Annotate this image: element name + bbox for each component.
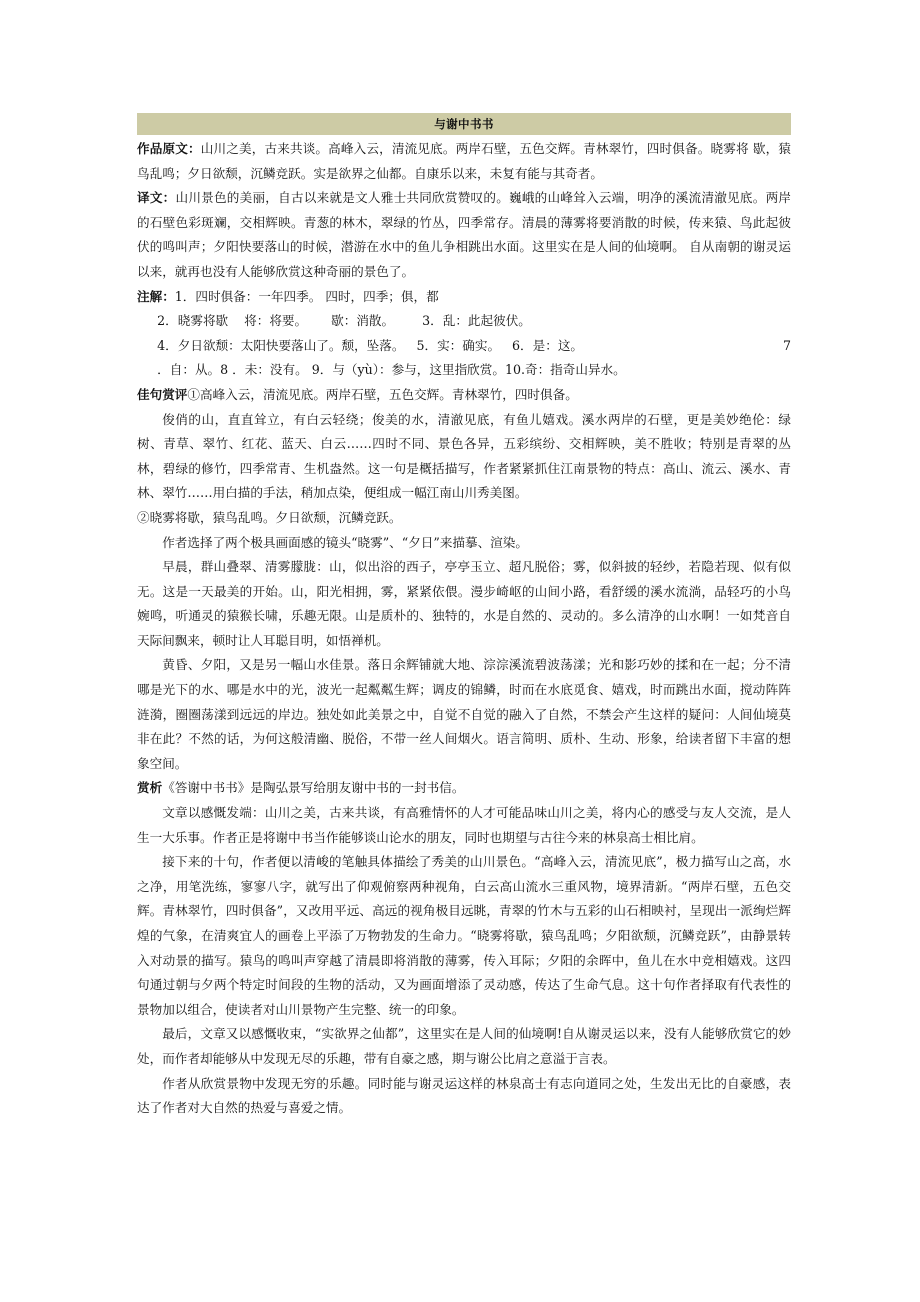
section-appreciation-heading	[137, 383, 791, 408]
section-appreciation-body-1: 俊俏的山，直直耸立，有白云轻绕；俊美的水，清澈见底，有鱼儿嬉戏。溪水两岸的石壁，更是美妙绝伦：绿树、青草、翠竹、红花、蓝天、白云……四时不同、景色各异，五彩缤纷、交相辉映，美不胜收；特别是青翠的丛林，碧绿的修竹，四季常青、生机盎然。这一句是概括描写，作者紧紧抓住江南景物的特点：高山、流云、溪水、青林、翠竹……用白描的手法，稍加点染，便组成一幅江南山川秀美图。	[137, 411, 791, 501]
section-notes-line-1	[137, 285, 791, 310]
section-appreciation-label: 佳句赏评	[137, 386, 188, 402]
section-translation-label: 译文：	[137, 190, 176, 206]
section-notes-line-3-wrapper	[137, 334, 791, 359]
section-notes-line-3	[137, 334, 791, 359]
section-appreciation-body-2c: 黄昏、夕阳，又是另一幅山水佳景。落日余辉铺就大地、淙淙溪流碧波荡漾；光和影巧妙的揉和在一起；分不清哪是光下的水、哪是水中的光，波光一起粼粼生辉；调皮的锦鳞，时而在水底觅食、嬉戏，时而跳出水面，搅动阵阵涟漪，圈圈荡漾到远远的岸边。独处如此美景之中，自觉不自觉的融入了自然，不禁会产生这样的疑问：人间仙境莫非在此？不然的话，为何这般清幽、脱俗，不带一丝人间烟火。语言简明、质朴、生动、形象，给读者留下丰富的想象空间。	[137, 657, 791, 771]
section-original-text: 山川之美，古来共谈。高峰入云，清流见底。两岸石壁，五色交辉。青林翠竹，四时俱备。晓雾将 歇，猿鸟乱鸣；夕日欲颓，沉鳞竞跃。实是欲界之仙都。自康乐以来，未复有能与其奇者。	[137, 141, 791, 181]
section-original	[137, 137, 791, 186]
section-analysis-para-2: 接下来的十句，作者便以清峻的笔触具体描绘了秀美的山川景色。“高峰入云，清流见底”，极力描写山之高，水之净，用笔洗练，寥寥八字，就写出了仰观俯察两种视角，白云高山流水三重风物，境界清新。“两岸石壁，五色交辉。青林翠竹，四时俱备”，又改用平远、高远的视角极目远眺，青翠的竹木与五彩的山石相映衬，呈现出一派绚烂辉煌的气象，在清爽宜人的画卷上平添了万物勃发的生命力。“晓雾将歇，猿鸟乱鸣；夕阳欲颓，沉鳞竞跃”，由静景转入对动景的描写。猿鸟的鸣叫声穿越了清晨即将消散的薄雾，传入耳际；夕阳的余晖中，鱼儿在水中竞相嬉戏。这四句通过朝与夕两个特定时间段的生物的活动，又为画面增添了灵动感，传达了生命气息。这十句作者择取有代表性的景物加以组合，使读者对山川景物产生完整、统一的印象。	[137, 854, 791, 1017]
section-analysis-para-4: 作者从欣赏景物中发现无穷的乐趣。同时能与谢灵运这样的林泉高士有志向道同之处，生发出无比的自豪感，表达了作者对大自然的热爱与喜爱之情。	[137, 1075, 791, 1116]
section-notes-text-1: 1．四时俱备：一年四季。 四时，四季；俱，都	[174, 288, 439, 304]
section-analysis-para-1: 文章以感慨发端：山川之美，古来共谈，有高雅情怀的人才可能品味山川之美，将内心的感受与友人交流，是人生一大乐事。作者正是将谢中书当作能够谈山论水的朋友，同时也期望与古往今来的林泉高士相比肩。	[137, 805, 791, 845]
section-notes-text-3: 4．夕日欲颓：太阳快要落山了。颓，坠落。 5．实：确实。 6．是：这。	[157, 337, 584, 353]
document-page	[137, 0, 791, 1121]
section-translation	[137, 186, 791, 284]
section-appreciation-quote-1: ①高峰入云，清流见底。两岸石壁，五色交辉。青林翠竹，四时俱备。	[187, 386, 578, 402]
section-original-label: 作品原文：	[137, 141, 201, 156]
section-translation-text: 山川景色的美丽，自古以来就是文人雅士共同欣赏赞叹的。巍峨的山峰耸入云端，明净的溪流清澈见底。两岸的石壁色彩斑斓，交相辉映。青葱的林木，翠绿的竹丛，四季常存。清晨的薄雾将要消散的时候，传来猿、鸟此起彼伏的鸣叫声；夕阳快要落山的时候，潜游在水中的鱼儿争相跳出水面。这里实在是人间的仙境啊。 自从南朝的谢灵运以来，就再也没有人能够欣赏这种奇丽的景色了。	[137, 190, 791, 279]
section-appreciation-body-2b: 早晨，群山叠翠、清雾朦胧：山，似出浴的西子，亭亭玉立、超凡脱俗；雾，似斜披的轻纱，若隐若现、似有似无。这是一天最美的开始。山，阳光相拥，雾，紧紧依偎。漫步崎岖的山间小路，看舒缓的溪水流淌，品轻巧的小鸟婉鸣，听通灵的猿猴长啸，乐趣无限。山是质朴的、独特的，水是自然的、灵动的。多么清净的山水啊！一如梵音自天际间飘来，顿时让人耳聪目明，如悟禅机。	[137, 559, 791, 648]
section-analysis-para-3: 最后，文章又以感慨收束，“实欲界之仙都”，这里实在是人间的仙境啊!自从谢灵运以来，没有人能够欣赏它的妙处，而作者却能够从中发现无尽的乐趣，带有自豪之感，期与谢公比肩之意溢于言表。	[137, 1026, 791, 1066]
section-analysis-label: 赏析	[137, 780, 163, 796]
section-notes-text-2: 2．晓雾将歇 将：将要。 歇：消散。 3．乱：此起彼伏。	[157, 313, 531, 329]
section-notes-line-2	[137, 309, 791, 334]
section-notes-label: 注解：	[137, 288, 175, 304]
section-notes-line-4	[137, 358, 791, 383]
section-appreciation-quote-2: ②晓雾将歇，猿鸟乱鸣。夕日欲颓，沉鳞竞跃。	[137, 509, 402, 525]
document-body	[137, 137, 791, 1121]
section-analysis-intro: 《答谢中书书》是陶弘景写给朋友谢中书的一封书信。	[162, 780, 465, 796]
section-analysis-heading	[137, 776, 791, 801]
page-number: 7	[782, 337, 791, 353]
page-title: 与谢中书书	[137, 113, 791, 135]
section-notes-text-4: ．自：从。8 ．未：没有。 9．与（yù）：参与，这里指欣赏。10.奇：指奇山异水。	[157, 362, 626, 378]
section-appreciation-body-2a: 作者选择了两个极具画面感的镜头“晓雾”、“夕日”来描摹、渲染。	[162, 534, 528, 550]
